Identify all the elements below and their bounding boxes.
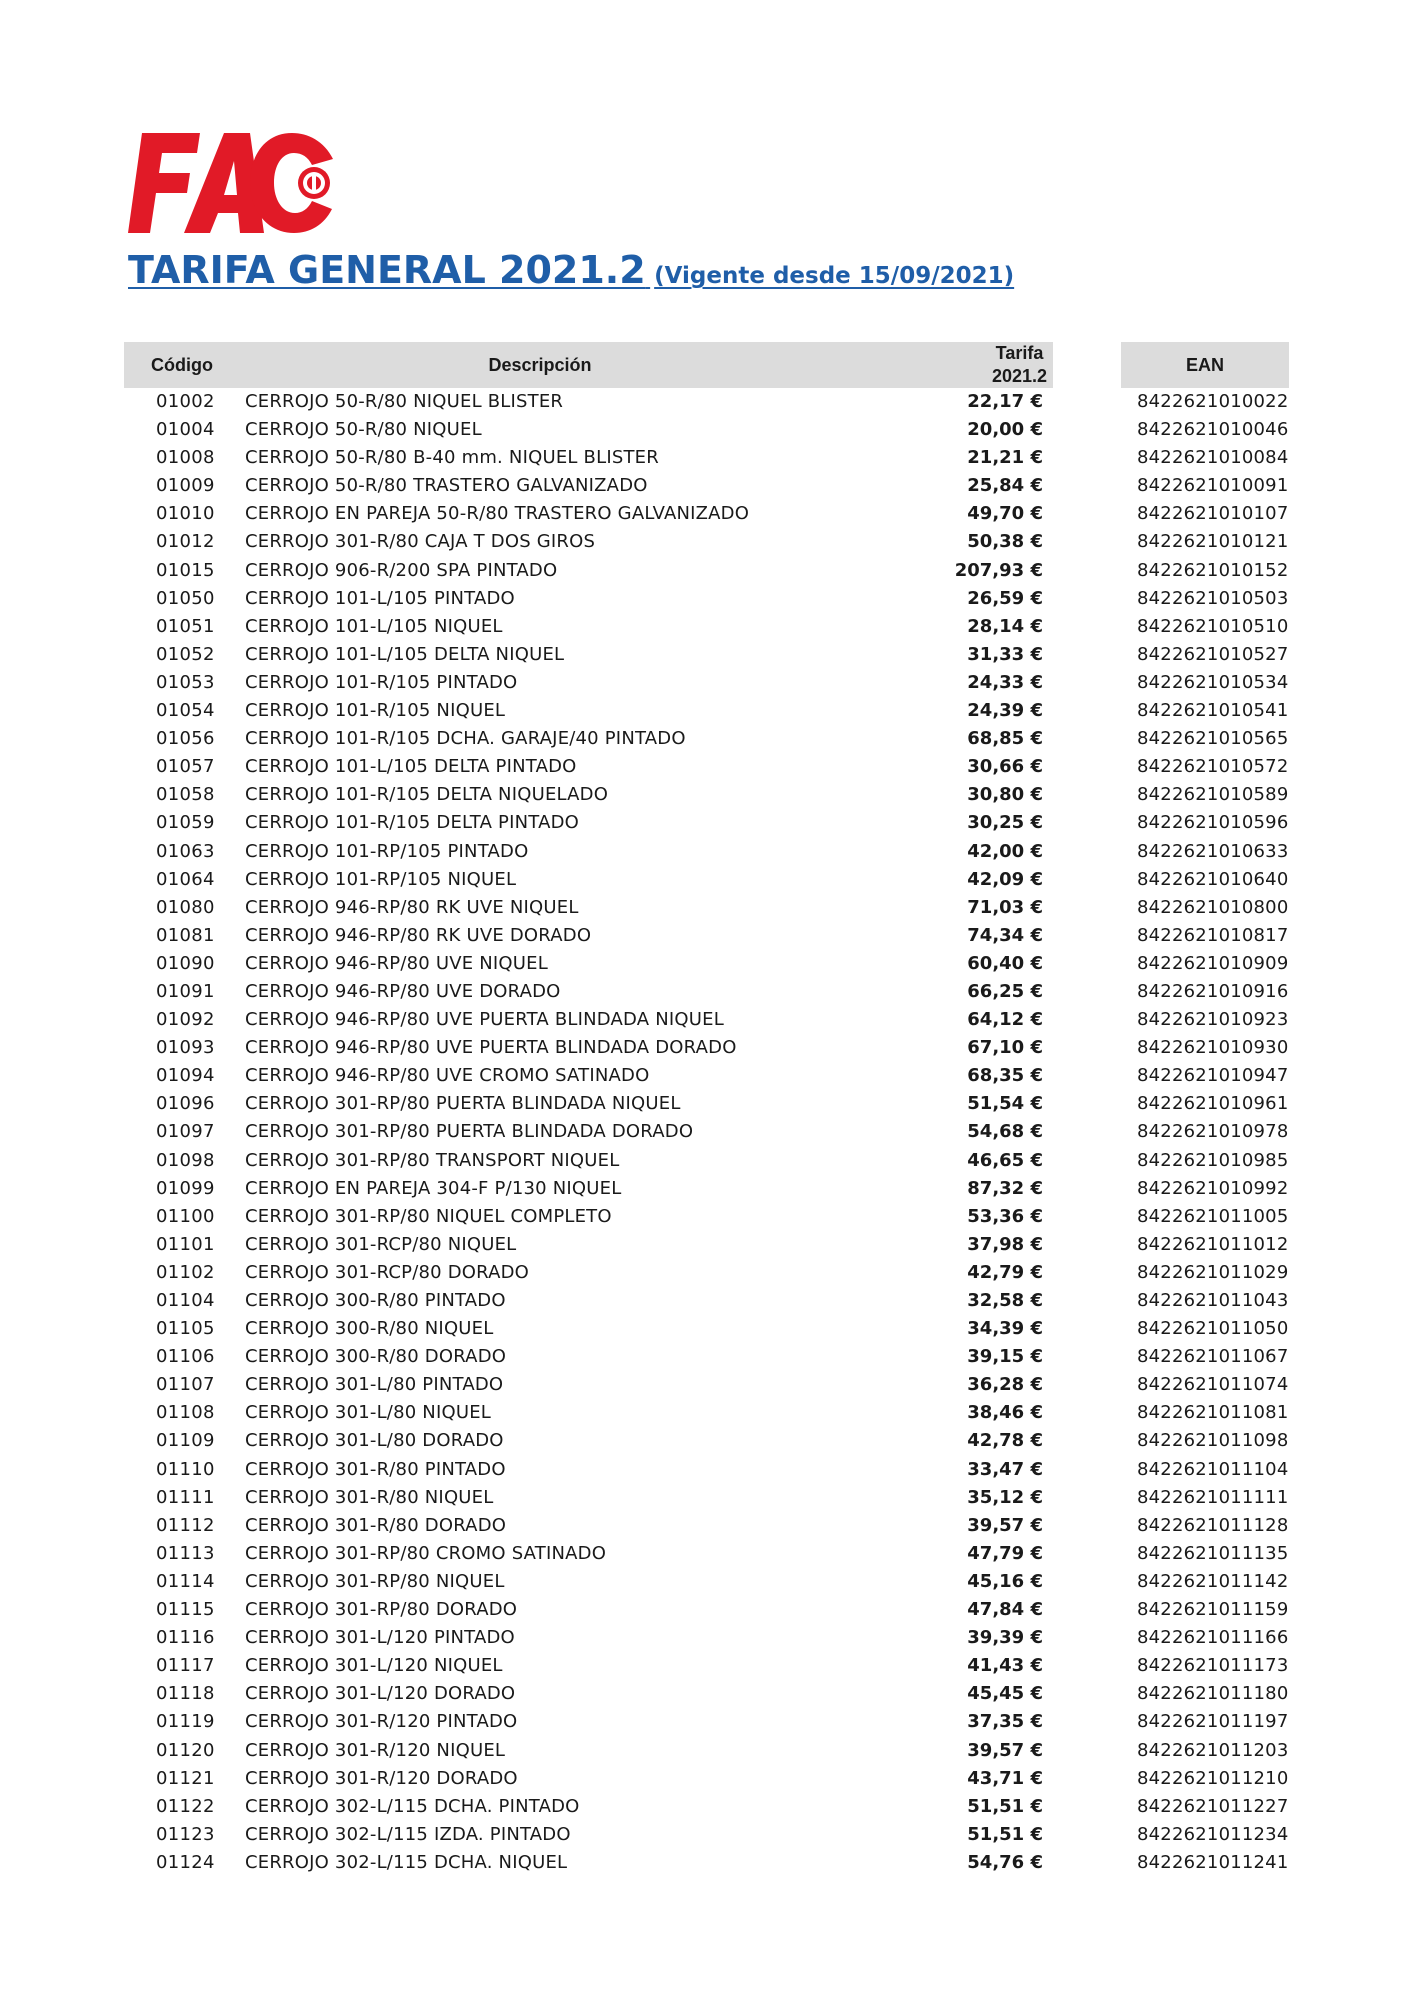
- row-ean: 8422621010527: [1137, 643, 1289, 665]
- table-row: [0, 1708, 1414, 1736]
- row-description: CERROJO 946-RP/80 UVE DORADO: [245, 980, 561, 1002]
- row-ean: 8422621011043: [1137, 1290, 1289, 1311]
- table-row: [0, 1793, 1414, 1821]
- row-ean: 8422621011111: [1137, 1486, 1289, 1508]
- row-code: 01008: [156, 447, 215, 469]
- row-code: 01098: [156, 1149, 215, 1171]
- row-ean: 8422621010909: [1137, 952, 1289, 974]
- row-ean: 8422621010916: [1137, 980, 1289, 1002]
- row-code: 01109: [156, 1430, 215, 1452]
- row-code: 01107: [156, 1374, 215, 1396]
- row-description: CERROJO 946-RP/80 RK UVE DORADO: [245, 924, 592, 946]
- row-description: CERROJO 946-RP/80 UVE CROMO SATINADO: [245, 1065, 650, 1087]
- row-code: 01096: [156, 1093, 215, 1115]
- row-code: 01119: [156, 1711, 215, 1733]
- row-price: 30,25 €: [967, 812, 1043, 834]
- table-row: [0, 866, 1414, 894]
- row-description: CERROJO 101-R/105 NIQUEL: [245, 700, 506, 722]
- table-row: [0, 1427, 1414, 1455]
- row-price: 87,32 €: [967, 1177, 1043, 1199]
- row-ean: 8422621011234: [1137, 1823, 1289, 1845]
- row-code: 01108: [156, 1402, 215, 1424]
- table-row: [0, 1484, 1414, 1512]
- table-row: [0, 528, 1414, 556]
- row-ean: 8422621011203: [1137, 1739, 1289, 1761]
- row-price: 43,71 €: [967, 1767, 1043, 1789]
- row-price: 46,65 €: [967, 1149, 1043, 1171]
- row-ean: 8422621011210: [1137, 1767, 1289, 1789]
- table-row: [0, 444, 1414, 472]
- table-row: [0, 500, 1414, 528]
- header-price-line2: 2021.2: [991, 366, 1048, 386]
- row-ean: 8422621010633: [1137, 840, 1289, 862]
- title-validity: (Vigente desde 15/09/2021): [654, 263, 1015, 289]
- row-ean: 8422621010978: [1137, 1121, 1289, 1143]
- row-code: 01052: [156, 643, 215, 665]
- row-ean: 8422621010923: [1137, 1009, 1289, 1031]
- row-code: 01122: [156, 1795, 215, 1817]
- row-description: CERROJO 301-R/80 CAJA T DOS GIROS: [245, 531, 596, 553]
- row-code: 01124: [156, 1851, 215, 1873]
- header-description: Descripción: [488, 355, 592, 375]
- row-ean: 8422621011050: [1137, 1318, 1289, 1340]
- row-description: CERROJO 301-RP/80 NIQUEL COMPLETO: [245, 1205, 612, 1227]
- row-code: 01093: [156, 1037, 215, 1059]
- row-ean: 8422621011128: [1137, 1514, 1289, 1536]
- row-ean: 8422621010961: [1137, 1093, 1289, 1115]
- table-row: [0, 1034, 1414, 1062]
- row-price: 67,10 €: [967, 1037, 1043, 1059]
- table-row: [0, 753, 1414, 781]
- table-row: [0, 1624, 1414, 1652]
- row-price: 51,51 €: [967, 1795, 1043, 1817]
- row-description: CERROJO 946-RP/80 UVE PUERTA BLINDADA DORADO: [245, 1037, 737, 1059]
- row-price: 37,35 €: [967, 1711, 1043, 1733]
- row-ean: 8422621010022: [1137, 391, 1289, 412]
- table-row: [0, 1456, 1414, 1484]
- price-table-body: [0, 388, 1414, 1877]
- row-ean: 8422621011135: [1137, 1542, 1289, 1564]
- row-code: 01056: [156, 728, 215, 750]
- fac-logo: [128, 133, 338, 233]
- row-description: CERROJO 946-RP/80 UVE NIQUEL: [245, 952, 548, 974]
- row-description: CERROJO 302-L/115 DCHA. NIQUEL: [245, 1851, 568, 1873]
- table-row: [0, 1737, 1414, 1765]
- table-row: [0, 978, 1414, 1006]
- header-code: Código: [151, 355, 213, 375]
- row-description: CERROJO 946-RP/80 RK UVE NIQUEL: [245, 896, 579, 918]
- table-row: [0, 1090, 1414, 1118]
- row-ean: 8422621010930: [1137, 1037, 1289, 1059]
- row-price: 42,00 €: [967, 840, 1043, 862]
- row-price: 54,76 €: [967, 1851, 1043, 1873]
- row-price: 30,66 €: [967, 756, 1043, 778]
- row-description: CERROJO 50-R/80 NIQUEL BLISTER: [245, 391, 564, 412]
- row-ean: 8422621011227: [1137, 1795, 1289, 1817]
- row-code: 01054: [156, 700, 215, 722]
- document-title: [128, 248, 1014, 292]
- row-price: 45,45 €: [967, 1683, 1043, 1705]
- row-description: CERROJO 301-RCP/80 NIQUEL: [245, 1233, 517, 1255]
- table-row: [0, 1540, 1414, 1568]
- row-code: 01081: [156, 924, 215, 946]
- table-row: [0, 1680, 1414, 1708]
- table-row: [0, 669, 1414, 697]
- row-ean: 8422621010817: [1137, 924, 1289, 946]
- row-ean: 8422621011104: [1137, 1458, 1289, 1480]
- row-price: 42,79 €: [967, 1261, 1043, 1283]
- row-price: 53,36 €: [967, 1205, 1043, 1227]
- row-description: CERROJO EN PAREJA 50-R/80 TRASTERO GALVANIZADO: [245, 503, 750, 525]
- row-code: 01123: [156, 1823, 215, 1845]
- row-description: CERROJO 301-RP/80 CROMO SATINADO: [245, 1542, 607, 1564]
- row-code: 01099: [156, 1177, 215, 1199]
- row-description: CERROJO 101-R/105 DELTA NIQUELADO: [245, 784, 609, 806]
- row-code: 01090: [156, 952, 215, 974]
- row-price: 47,84 €: [967, 1599, 1043, 1621]
- row-code: 01101: [156, 1233, 215, 1255]
- row-ean: 8422621011180: [1137, 1683, 1289, 1705]
- row-description: CERROJO 301-R/120 DORADO: [245, 1767, 518, 1789]
- row-price: 26,59 €: [967, 587, 1043, 609]
- row-description: CERROJO 101-L/105 DELTA NIQUEL: [245, 643, 565, 665]
- row-price: 32,58 €: [967, 1290, 1043, 1311]
- row-code: 01097: [156, 1121, 215, 1143]
- row-description: CERROJO 101-L/105 NIQUEL: [245, 615, 503, 637]
- table-row: [0, 1118, 1414, 1146]
- row-code: 01110: [156, 1458, 215, 1480]
- row-code: 01118: [156, 1683, 215, 1705]
- table-row: [0, 1652, 1414, 1680]
- row-ean: 8422621011166: [1137, 1627, 1289, 1649]
- table-row: [0, 1371, 1414, 1399]
- row-ean: 8422621011012: [1137, 1233, 1289, 1255]
- row-description: CERROJO 300-R/80 NIQUEL: [245, 1318, 494, 1340]
- row-description: CERROJO 906-R/200 SPA PINTADO: [245, 559, 558, 581]
- row-description: CERROJO 301-L/80 DORADO: [245, 1430, 504, 1452]
- row-description: CERROJO 301-RCP/80 DORADO: [245, 1261, 530, 1283]
- row-price: 25,84 €: [967, 475, 1043, 497]
- row-ean: 8422621010107: [1137, 503, 1289, 525]
- row-code: 01057: [156, 756, 215, 778]
- row-code: 01111: [156, 1486, 215, 1508]
- row-price: 22,17 €: [967, 391, 1043, 412]
- header-ean: EAN: [1121, 342, 1289, 388]
- row-description: CERROJO 101-R/105 DELTA PINTADO: [245, 812, 580, 834]
- row-price: 66,25 €: [967, 980, 1043, 1002]
- row-code: 01113: [156, 1542, 215, 1564]
- row-ean: 8422621010640: [1137, 868, 1289, 890]
- row-ean: 8422621011159: [1137, 1599, 1289, 1621]
- row-description: CERROJO 101-RP/105 NIQUEL: [245, 868, 517, 890]
- row-description: CERROJO 101-R/105 DCHA. GARAJE/40 PINTADO: [245, 728, 686, 750]
- table-row: [0, 725, 1414, 753]
- table-row: [0, 388, 1414, 416]
- row-ean: 8422621010084: [1137, 447, 1289, 469]
- row-code: 01004: [156, 419, 215, 441]
- row-description: CERROJO 946-RP/80 UVE PUERTA BLINDADA NIQUEL: [245, 1009, 724, 1031]
- row-price: 51,51 €: [967, 1823, 1043, 1845]
- table-row: [0, 1765, 1414, 1793]
- row-code: 01015: [156, 559, 215, 581]
- table-row: [0, 1399, 1414, 1427]
- row-ean: 8422621011241: [1137, 1851, 1289, 1873]
- row-price: 38,46 €: [967, 1402, 1043, 1424]
- table-row: [0, 1006, 1414, 1034]
- row-code: 01063: [156, 840, 215, 862]
- row-price: 24,33 €: [967, 671, 1043, 693]
- row-ean: 8422621010992: [1137, 1177, 1289, 1199]
- row-price: 39,57 €: [967, 1514, 1043, 1536]
- row-description: CERROJO 301-RP/80 PUERTA BLINDADA DORADO: [245, 1121, 694, 1143]
- row-price: 34,39 €: [967, 1318, 1043, 1340]
- row-ean: 8422621010541: [1137, 700, 1289, 722]
- row-price: 39,15 €: [967, 1346, 1043, 1368]
- row-description: CERROJO 301-L/80 NIQUEL: [245, 1402, 492, 1424]
- header-price: [944, 342, 1095, 388]
- row-code: 01116: [156, 1627, 215, 1649]
- row-ean: 8422621011005: [1137, 1205, 1289, 1227]
- row-ean: 8422621010091: [1137, 475, 1289, 497]
- row-ean: 8422621011142: [1137, 1570, 1289, 1592]
- table-row: [0, 613, 1414, 641]
- row-ean: 8422621010534: [1137, 671, 1289, 693]
- row-price: 60,40 €: [967, 952, 1043, 974]
- table-row: [0, 1062, 1414, 1090]
- row-ean: 8422621010947: [1137, 1065, 1289, 1087]
- row-code: 01010: [156, 503, 215, 525]
- table-row: [0, 585, 1414, 613]
- table-row: [0, 1203, 1414, 1231]
- table-row: [0, 1596, 1414, 1624]
- row-price: 31,33 €: [967, 643, 1043, 665]
- row-price: 68,85 €: [967, 728, 1043, 750]
- row-ean: 8422621010046: [1137, 419, 1289, 441]
- table-row: [0, 922, 1414, 950]
- table-row: [0, 1259, 1414, 1287]
- row-description: CERROJO 301-L/80 PINTADO: [245, 1374, 504, 1396]
- row-price: 51,54 €: [967, 1093, 1043, 1115]
- row-ean: 8422621010572: [1137, 756, 1289, 778]
- table-row: [0, 1512, 1414, 1540]
- row-description: CERROJO 300-R/80 PINTADO: [245, 1290, 506, 1311]
- table-row: [0, 1343, 1414, 1371]
- table-row: [0, 950, 1414, 978]
- row-description: CERROJO 301-R/120 PINTADO: [245, 1711, 518, 1733]
- row-ean: 8422621010503: [1137, 587, 1289, 609]
- table-row: [0, 641, 1414, 669]
- row-price: 71,03 €: [967, 896, 1043, 918]
- row-ean: 8422621010121: [1137, 531, 1289, 553]
- row-price: 50,38 €: [967, 531, 1043, 553]
- row-price: 47,79 €: [967, 1542, 1043, 1564]
- row-code: 01115: [156, 1599, 215, 1621]
- row-description: CERROJO 101-R/105 PINTADO: [245, 671, 518, 693]
- row-price: 21,21 €: [967, 447, 1043, 469]
- row-price: 207,93 €: [954, 559, 1043, 581]
- row-code: 01112: [156, 1514, 215, 1536]
- row-description: CERROJO 101-L/105 DELTA PINTADO: [245, 756, 577, 778]
- row-description: CERROJO 302-L/115 DCHA. PINTADO: [245, 1795, 580, 1817]
- table-row: [0, 1568, 1414, 1596]
- row-price: 68,35 €: [967, 1065, 1043, 1087]
- table-row: [0, 416, 1414, 444]
- row-code: 01080: [156, 896, 215, 918]
- row-description: CERROJO 301-RP/80 TRANSPORT NIQUEL: [245, 1149, 620, 1171]
- table-row: [0, 809, 1414, 837]
- table-row: [0, 1849, 1414, 1877]
- row-code: 01094: [156, 1065, 215, 1087]
- table-row: [0, 1147, 1414, 1175]
- table-row: [0, 838, 1414, 866]
- row-description: CERROJO 301-L/120 DORADO: [245, 1683, 516, 1705]
- row-ean: 8422621011074: [1137, 1374, 1289, 1396]
- row-ean: 8422621011081: [1137, 1402, 1289, 1424]
- row-price: 49,70 €: [967, 503, 1043, 525]
- table-row: [0, 1231, 1414, 1259]
- row-code: 01002: [156, 391, 215, 412]
- row-description: CERROJO 301-R/120 NIQUEL: [245, 1739, 506, 1761]
- table-row: [0, 894, 1414, 922]
- table-row: [0, 1315, 1414, 1343]
- row-description: CERROJO 301-RP/80 NIQUEL: [245, 1570, 505, 1592]
- row-description: CERROJO 50-R/80 NIQUEL: [245, 419, 482, 441]
- row-code: 01105: [156, 1318, 215, 1340]
- title-main: TARIFA GENERAL 2021.2: [128, 248, 646, 292]
- header-price-line1: Tarifa: [995, 343, 1044, 363]
- row-ean: 8422621010589: [1137, 784, 1289, 806]
- row-code: 01059: [156, 812, 215, 834]
- row-description: CERROJO 301-R/80 NIQUEL: [245, 1486, 494, 1508]
- row-price: 39,39 €: [967, 1627, 1043, 1649]
- row-price: 36,28 €: [967, 1374, 1043, 1396]
- row-code: 01092: [156, 1009, 215, 1031]
- row-ean: 8422621011173: [1137, 1655, 1289, 1677]
- row-code: 01064: [156, 868, 215, 890]
- row-price: 42,78 €: [967, 1430, 1043, 1452]
- table-row: [0, 1175, 1414, 1203]
- row-ean: 8422621010510: [1137, 615, 1289, 637]
- table-row: [0, 697, 1414, 725]
- row-description: CERROJO 302-L/115 IZDA. PINTADO: [245, 1823, 571, 1845]
- row-description: CERROJO 301-R/80 DORADO: [245, 1514, 507, 1536]
- table-row: [0, 1821, 1414, 1849]
- row-code: 01114: [156, 1570, 215, 1592]
- row-price: 74,34 €: [967, 924, 1043, 946]
- row-price: 41,43 €: [967, 1655, 1043, 1677]
- row-description: CERROJO 301-RP/80 PUERTA BLINDADA NIQUEL: [245, 1093, 681, 1115]
- row-code: 01121: [156, 1767, 215, 1789]
- row-ean: 8422621010565: [1137, 728, 1289, 750]
- row-price: 35,12 €: [967, 1486, 1043, 1508]
- row-price: 33,47 €: [967, 1458, 1043, 1480]
- table-row: [0, 472, 1414, 500]
- row-code: 01102: [156, 1261, 215, 1283]
- row-price: 42,09 €: [967, 868, 1043, 890]
- row-code: 01009: [156, 475, 215, 497]
- row-price: 37,98 €: [967, 1233, 1043, 1255]
- row-description: CERROJO EN PAREJA 304-F P/130 NIQUEL: [245, 1177, 622, 1199]
- row-price: 39,57 €: [967, 1739, 1043, 1761]
- row-price: 20,00 €: [967, 419, 1043, 441]
- row-ean: 8422621010985: [1137, 1149, 1289, 1171]
- row-code: 01058: [156, 784, 215, 806]
- row-ean: 8422621011197: [1137, 1711, 1289, 1733]
- row-code: 01051: [156, 615, 215, 637]
- row-code: 01104: [156, 1290, 215, 1311]
- row-description: CERROJO 301-L/120 NIQUEL: [245, 1655, 503, 1677]
- row-ean: 8422621010800: [1137, 896, 1289, 918]
- row-description: CERROJO 50-R/80 TRASTERO GALVANIZADO: [245, 475, 648, 497]
- table-row: [0, 557, 1414, 585]
- row-description: CERROJO 300-R/80 DORADO: [245, 1346, 507, 1368]
- row-code: 01053: [156, 671, 215, 693]
- row-price: 54,68 €: [967, 1121, 1043, 1143]
- row-ean: 8422621010596: [1137, 812, 1289, 834]
- row-code: 01117: [156, 1655, 215, 1677]
- row-price: 64,12 €: [967, 1009, 1043, 1031]
- row-code: 01106: [156, 1346, 215, 1368]
- row-description: CERROJO 101-L/105 PINTADO: [245, 587, 515, 609]
- row-description: CERROJO 301-R/80 PINTADO: [245, 1458, 506, 1480]
- row-price: 28,14 €: [967, 615, 1043, 637]
- row-price: 45,16 €: [967, 1570, 1043, 1592]
- table-row: [0, 781, 1414, 809]
- row-ean: 8422621010152: [1137, 559, 1289, 581]
- table-row: [0, 1287, 1414, 1315]
- row-ean: 8422621011029: [1137, 1261, 1289, 1283]
- row-description: CERROJO 50-R/80 B-40 mm. NIQUEL BLISTER: [245, 447, 659, 469]
- row-code: 01120: [156, 1739, 215, 1761]
- table-header: [124, 342, 1053, 388]
- row-code: 01091: [156, 980, 215, 1002]
- row-description: CERROJO 301-L/120 PINTADO: [245, 1627, 515, 1649]
- row-description: CERROJO 101-RP/105 PINTADO: [245, 840, 529, 862]
- row-price: 24,39 €: [967, 700, 1043, 722]
- row-code: 01050: [156, 587, 215, 609]
- row-code: 01100: [156, 1205, 215, 1227]
- row-ean: 8422621011098: [1137, 1430, 1289, 1452]
- row-description: CERROJO 301-RP/80 DORADO: [245, 1599, 518, 1621]
- row-ean: 8422621011067: [1137, 1346, 1289, 1368]
- row-code: 01012: [156, 531, 215, 553]
- row-price: 30,80 €: [967, 784, 1043, 806]
